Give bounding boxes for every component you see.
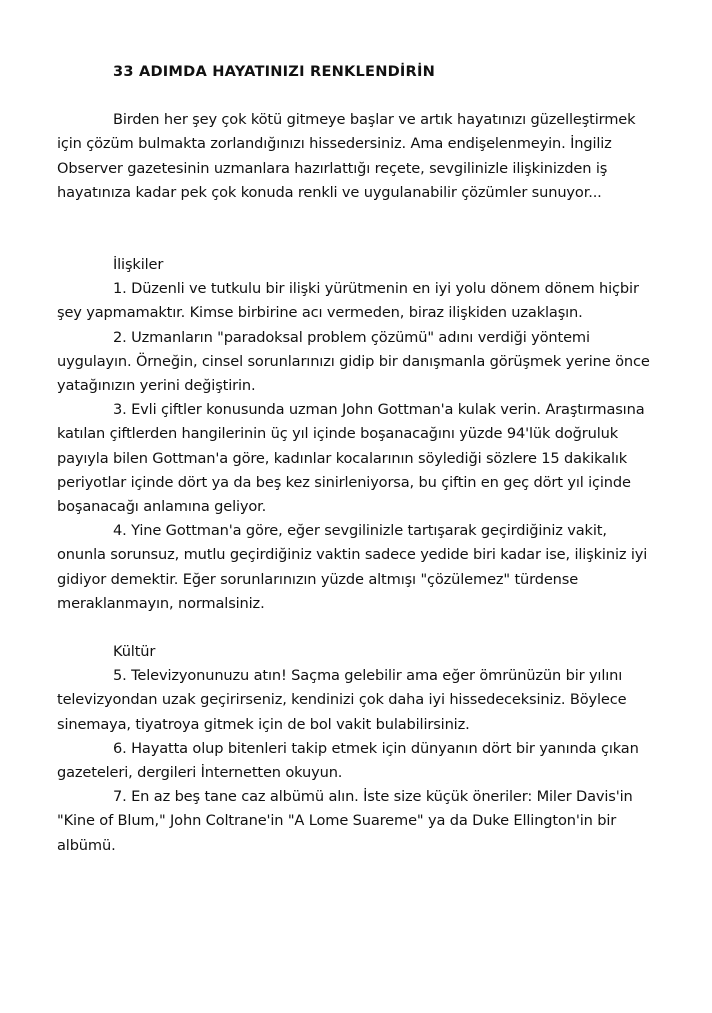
list-item: 7. En az beş tane caz albümü alın. İste size küçük öneriler: Miler Davis'in "Kine of Blum," John Coltrane'in "A Lome Suareme" ya da Duke Ellington'in bir albümü. xyxy=(57,788,633,854)
section-heading-relationships: İlişkiler xyxy=(113,256,164,274)
list-item: 6. Hayatta olup bitenleri takip etmek için dünyanın dört bir yanında çıkan gazeteleri, dergileri İnternetten okuyun. xyxy=(57,739,639,782)
list-item: 4. Yine Gottman'a göre, eğer sevgilinizle tartışarak geçirdiğiniz vakit, onunla sorunsuz, mutlu geçirdiğiniz vaktin sadece yedide biri kadar ise, ilişkiniz iyi gidiyor demektir. Eğer sorunlarınızın yüzde altmışı "çözülemez" türdense meraklanmayın, normalsiniz. xyxy=(57,522,648,612)
list-item: 3. Evli çiftler konusunda uzman John Gottman'a kulak verin. Araştırmasına katılan çiftlerden hangilerinin üç yıl içinde boşanacağını yüzde 94'lük doğruluk payıyla bilen Gottman'a göre, kadınlar kocalarının söylediği sözlere 15 dakikalık periyotlar içinde dört ya da beş kez sinirleniyorsa, bu çiftin en geç dört yıl içinde boşanacağı anlamına geliyor. xyxy=(57,401,645,516)
list-item: 2. Uzmanların "paradoksal problem çözümü" adını verdiği yöntemi uygulayın. Örneğin, cinsel sorunlarınızı gidip bir danışmanla görüşmek yerine önce yatağınızın yerini değiştirin. xyxy=(57,328,650,395)
section-heading-culture: Kültür xyxy=(113,643,156,661)
list-item: 1. Düzenli ve tutkulu bir ilişki yürütmenin en iyi yolu dönem dönem hiçbir şey yapmamaktır. Kimse birbirine acı vermeden, biraz ilişkiden uzaklaşın. xyxy=(57,280,639,322)
section-culture xyxy=(57,640,657,858)
intro-paragraph: Birden her şey çok kötü gitmeye başlar ve artık hayatınızı güzelleştirmek için çözüm bulmakta zorlandığınızı hissedersiniz. Ama endişelenmeyin. İngiliz Observer gazetesinin uzmanlara hazırlattığı reçete, sevgilinizle ilişkinizden iş hayatınıza kadar pek çok konuda renkli ve uygulanabilir çözümler sunuyor... xyxy=(57,111,636,201)
section-relationships xyxy=(57,253,657,616)
document-title: 33 ADIMDA HAYATINIZI RENKLENDİRİN xyxy=(113,63,436,80)
document-page xyxy=(57,60,657,858)
spacer xyxy=(57,205,657,253)
spacer xyxy=(57,616,657,640)
list-item: 5. Televizyonunuzu atın! Saçma gelebilir ama eğer ömrünüzün bir yılını televizyondan uzak geçirirseniz, kendinizi çok daha iyi hissedeceksiniz. Böylece sinemaya, tiyatroya gitmek için de bol vakit bulabilirsiniz. xyxy=(57,667,627,733)
